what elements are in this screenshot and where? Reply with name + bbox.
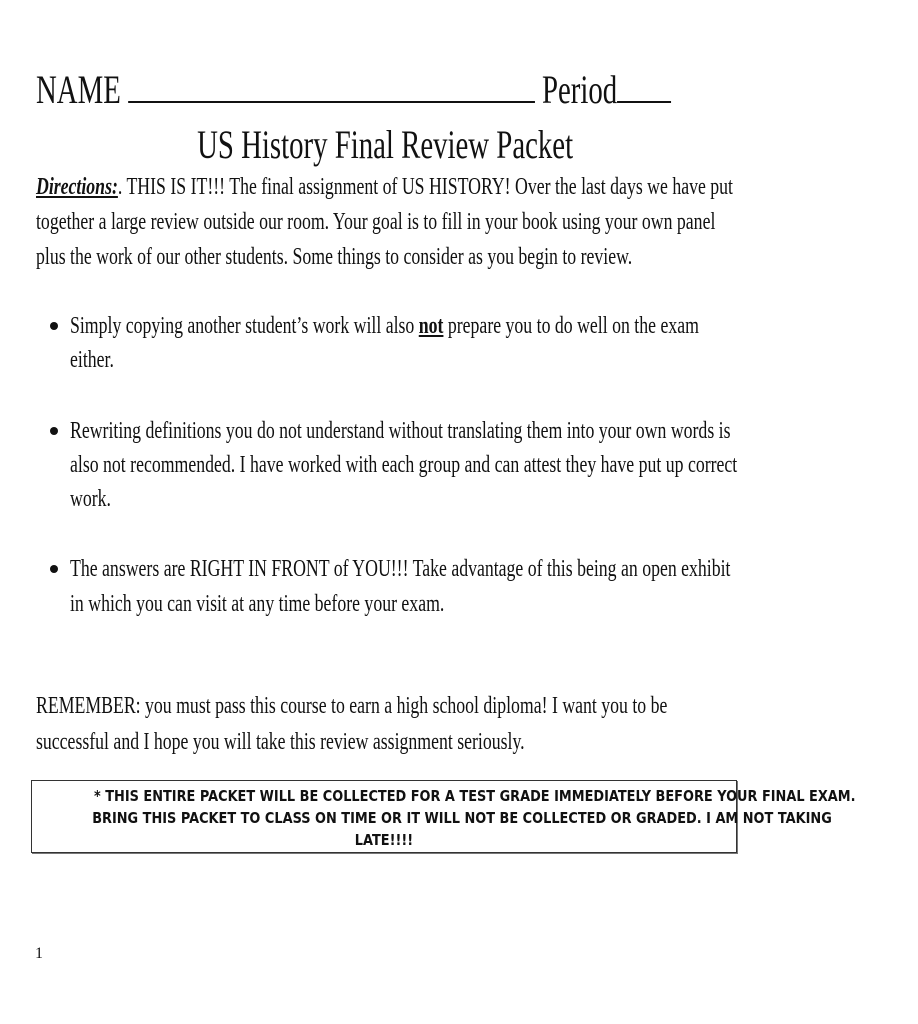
bullet-1-marker [50, 322, 58, 330]
bullet-2-line-1: Rewriting definitions you do not understand without translating them into your own words is [70, 418, 731, 444]
bullet-1-line-1: Simply copying another student’s work will also not prepare you to do well on the exam [70, 313, 699, 339]
period-blank-line [617, 67, 671, 103]
name-period-header [36, 66, 671, 114]
directions-line-2: together a large review outside our room. Your goal is to fill in your book using your own panel [36, 209, 716, 235]
directions-label: Directions: [36, 174, 118, 200]
collection-notice-box [31, 780, 856, 853]
bullet-3-line-1: The answers are RIGHT IN FRONT of YOU!!! Take advantage of this being an open exhibit [70, 556, 731, 582]
remember-line-1: REMEMBER: you must pass this course to earn a high school diploma! I want you to be [36, 693, 668, 719]
name-blank-line [128, 67, 535, 103]
directions-text-1: . THIS IS IT!!! The final assignment of US HISTORY! Over the last days we have put [117, 174, 733, 200]
bullet-2-line-3: work. [70, 486, 111, 512]
bullet-3-marker [50, 565, 58, 573]
remember-line-2: successful and I hope you will take this review assignment seriously. [36, 729, 525, 755]
directions-line-1 [36, 172, 733, 202]
notice-line-2: BRING THIS PACKET TO CLASS ON TIME OR IT WILL NOT BE COLLECTED OR GRADED. I AM NOT TAKING [92, 809, 832, 827]
bullet-2-line-2: also not recommended. I have worked with each group and can attest they have put up correct [70, 452, 738, 478]
notice-line-3: LATE!!!! [354, 831, 414, 849]
notice-line-1: * THIS ENTIRE PACKET WILL BE COLLECTED FOR A TEST GRADE IMMEDIATELY BEFORE YOUR FINAL EXAM. [93, 787, 856, 805]
name-label: NAME [36, 67, 121, 112]
bullet-1-line-2: either. [70, 347, 114, 373]
bullet-3-line-2: in which you can visit at any time before your exam. [70, 591, 445, 617]
bullet-2-marker [50, 427, 58, 435]
directions-line-3: plus the work of our other students. Some things to consider as you begin to review. [36, 244, 633, 270]
page-number: 1 [35, 945, 43, 962]
emphasis-not: not [418, 313, 444, 339]
period-label: Period [542, 67, 618, 112]
page-title: US History Final Review Packet [197, 122, 573, 167]
